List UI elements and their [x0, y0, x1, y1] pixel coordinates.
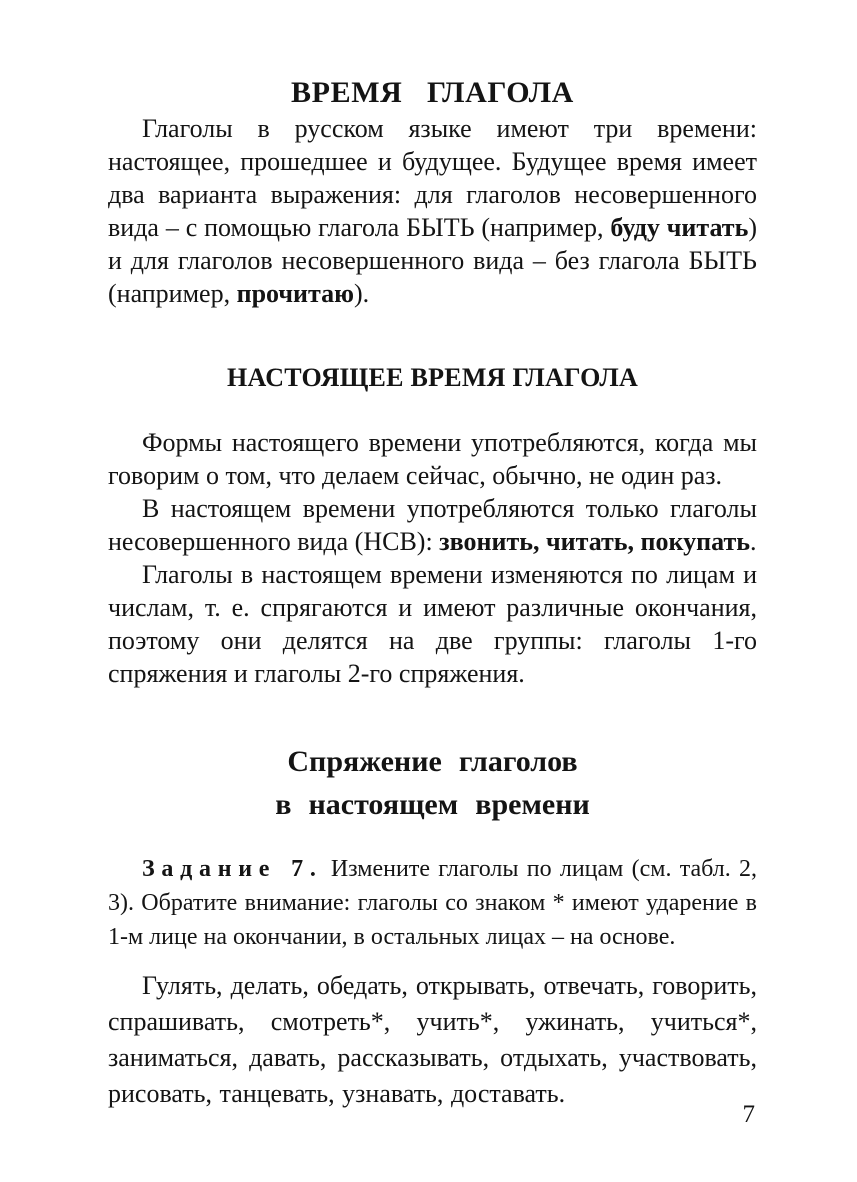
intro-text-1: Глаголы в русском языке имеют три времени: настоящее, прошедшее и будущее. Будущее время имеет два варианта выражения: для глаголов несовершенного вида – с помощью глагола БЫТЬ (например,	[108, 114, 757, 242]
present-p2-text-1: В настоящем времени употребляются только глаголы несовершенного вида (НСВ):	[108, 494, 757, 556]
task-paragraph	[108, 852, 757, 954]
intro-bold-prochitayu: прочитаю	[236, 279, 354, 308]
conjugation-heading-line-2: в настоящем времени	[275, 788, 590, 821]
intro-bold-budu-chitat: буду читать	[610, 213, 749, 242]
present-paragraph-3: Глаголы в настоящем времени изменяются по лицам и числам, т. е. спрягаются и имеют различные окончания, поэтому они делятся на две группы: глаголы 1-го спряжения и глаголы 2-го спряжения.	[108, 560, 757, 688]
page-number: 7	[742, 1101, 755, 1128]
intro-text-3: ).	[353, 279, 370, 308]
page-title: ВРЕМЯ ГЛАГОЛА	[291, 76, 574, 109]
conjugation-heading-line-1: Спряжение глаголов	[287, 745, 578, 778]
present-paragraph-2	[108, 492, 757, 558]
section-heading-present-tense: НАСТОЯЩЕЕ ВРЕМЯ ГЛАГОЛА	[226, 363, 639, 392]
present-p2-text-2: .	[749, 527, 757, 556]
section-heading-conjugation	[108, 740, 757, 826]
intro-text-2: ) и для глаголов несовершенного вида – без глагола БЫТЬ (например,	[108, 213, 757, 308]
present-p2-bold-verbs: звонить, читать, покупать	[439, 527, 750, 556]
word-list-paragraph: Гулять, делать, обедать, открывать, отвечать, говорить, спрашивать, смотреть*, учить*, ужинать, учиться*, заниматься, давать, рассказывать, отдыхать, участвовать, рисовать, танцевать, узнавать, доставать.	[108, 971, 757, 1108]
task-text: Измените глаголы по лицам (см. табл. 2, 3). Обратите внимание: глаголы со знаком * имеют ударение в 1-м лице на окончании, в остальных лицах – на основе.	[108, 856, 757, 950]
present-paragraph-1: Формы настоящего времени употребляются, когда мы говорим о том, что делаем сейчас, обычно, не один раз.	[108, 428, 757, 490]
task-label: Задание 7.	[142, 856, 323, 882]
intro-paragraph	[108, 112, 757, 310]
